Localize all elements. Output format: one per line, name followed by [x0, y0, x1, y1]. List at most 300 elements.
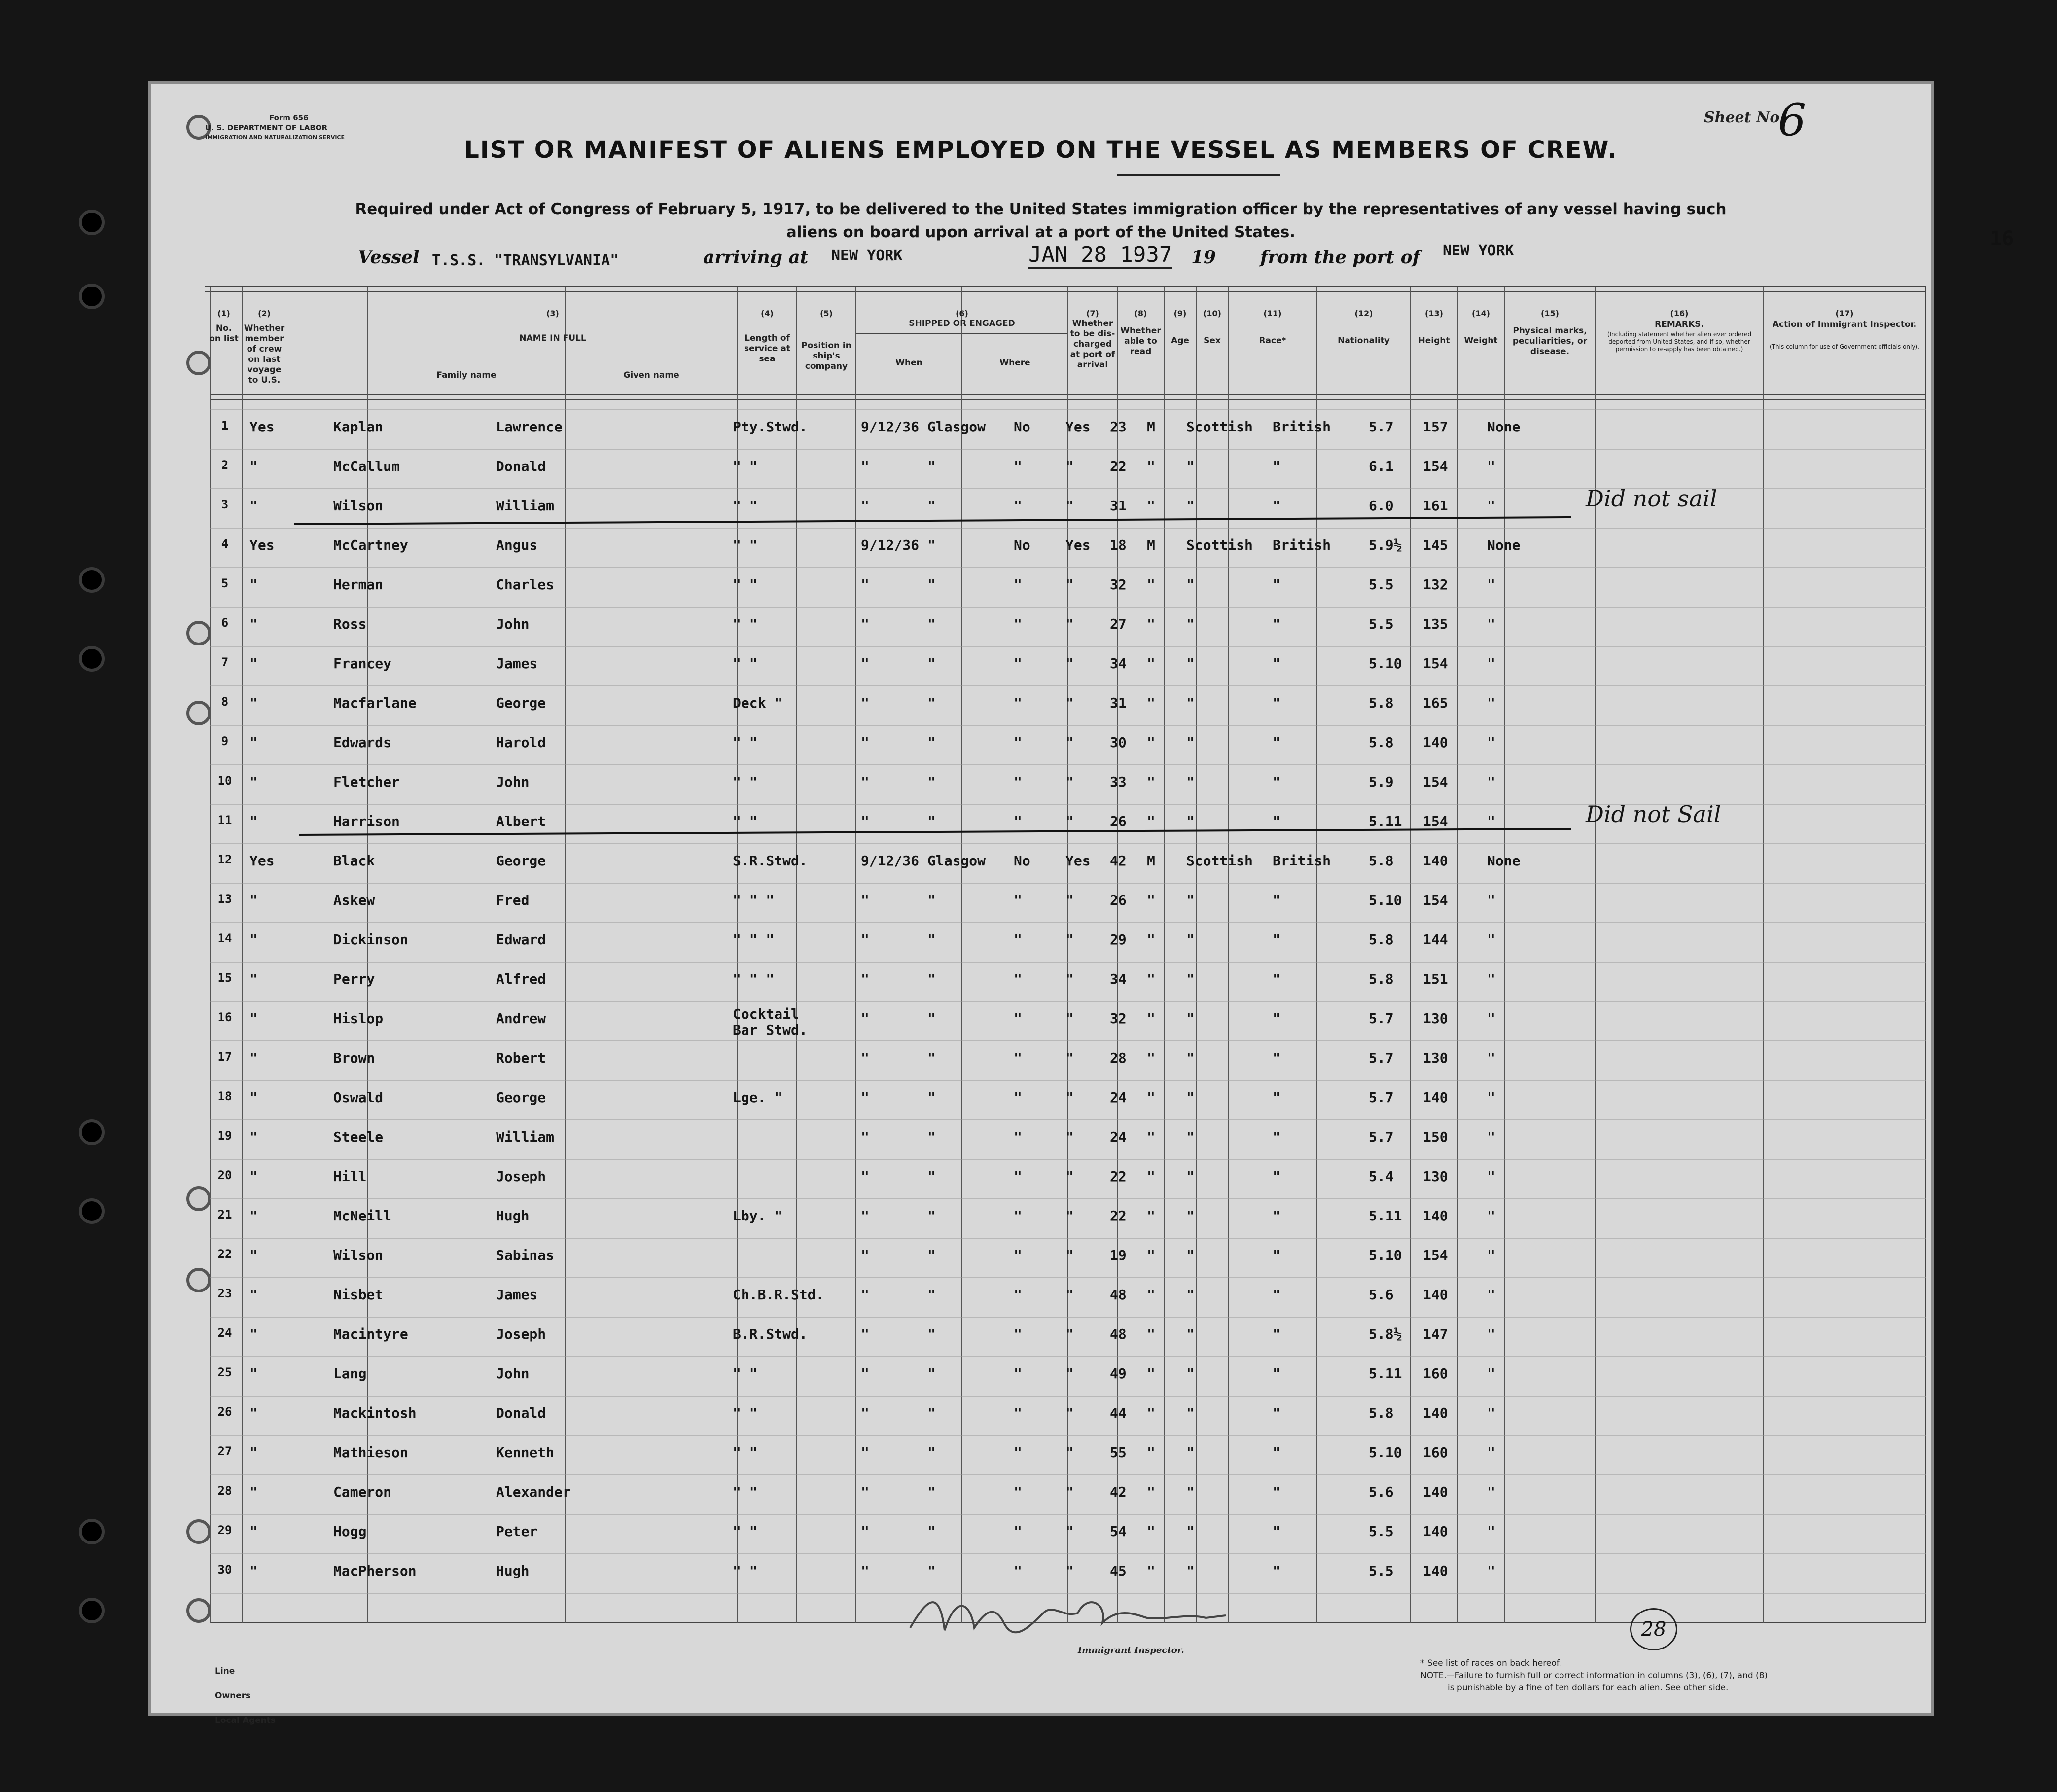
- age: 32: [1110, 576, 1127, 593]
- row-number: 21: [217, 1208, 232, 1221]
- given-name: Fred: [496, 892, 530, 908]
- column-header-height: Height: [1418, 336, 1450, 346]
- column-header-remarks: REMARKS.: [1655, 320, 1704, 329]
- height: 5.5: [1369, 1523, 1394, 1540]
- crew-status: Yes: [249, 853, 275, 869]
- race: ": [1186, 1484, 1195, 1500]
- height: 6.0: [1369, 498, 1394, 514]
- weight: 140: [1423, 1287, 1448, 1303]
- read-ability: ": [1065, 1129, 1074, 1145]
- race: ": [1186, 1287, 1195, 1303]
- discharge-status: ": [1014, 1326, 1022, 1342]
- physical-marks: ": [1487, 971, 1495, 987]
- subtitle-line1: Required under Act of Congress of February 5, 1917, to be delivered to the United States immigration officer by the representatives of any vessel having such: [355, 200, 1727, 218]
- height: 5.5: [1369, 576, 1394, 593]
- age: 24: [1110, 1129, 1127, 1145]
- family-name: Brown: [333, 1050, 375, 1066]
- column-header-read: Whether able to read: [1120, 326, 1161, 357]
- crew-status: ": [249, 498, 258, 514]
- shipped-where: ": [927, 616, 936, 632]
- shipped-when: ": [861, 1287, 869, 1303]
- row-number: 16: [217, 1010, 232, 1024]
- read-ability: ": [1065, 971, 1074, 987]
- given-name: John: [496, 774, 530, 790]
- age: 34: [1110, 655, 1127, 672]
- crew-status: ": [249, 1010, 258, 1027]
- family-name: Askew: [333, 892, 375, 908]
- read-ability: ": [1065, 892, 1074, 908]
- nationality: ": [1273, 1523, 1281, 1540]
- physical-marks: ": [1487, 1208, 1495, 1224]
- weight: 154: [1423, 813, 1448, 829]
- shipped-where: ": [927, 1168, 936, 1184]
- height: 5.7: [1369, 1010, 1394, 1027]
- nationality: ": [1273, 1484, 1281, 1500]
- position: " ": [733, 498, 758, 514]
- sex: ": [1147, 1050, 1155, 1066]
- given-name: James: [496, 655, 538, 672]
- subtitle-line2: aliens on board upon arrival at a port of the United States.: [786, 223, 1296, 241]
- physical-marks: ": [1487, 1563, 1495, 1579]
- shipped-when: ": [861, 1405, 869, 1421]
- age: 34: [1110, 971, 1127, 987]
- age: 29: [1110, 932, 1127, 948]
- given-name: William: [496, 1129, 555, 1145]
- height: 5.7: [1369, 1089, 1394, 1106]
- shipped-when: ": [861, 1484, 869, 1500]
- race: ": [1186, 1050, 1195, 1066]
- column-header-action-note: (This column for use of Government officials only).: [1770, 343, 1919, 350]
- read-ability: ": [1065, 1208, 1074, 1224]
- physical-marks: ": [1487, 1365, 1495, 1382]
- age: 42: [1110, 1484, 1127, 1500]
- sex: ": [1147, 734, 1155, 751]
- corner-number: 16: [1990, 227, 2014, 250]
- shipped-where: ": [927, 1444, 936, 1461]
- read-ability: ": [1065, 1365, 1074, 1382]
- height: 5.8: [1369, 695, 1394, 711]
- crew-status: Yes: [249, 419, 275, 435]
- physical-marks: ": [1487, 1129, 1495, 1145]
- row-number: 19: [217, 1129, 232, 1143]
- physical-marks: ": [1487, 1405, 1495, 1421]
- shipped-when: ": [861, 655, 869, 672]
- weight: 140: [1423, 1563, 1448, 1579]
- shipped-where: ": [927, 1523, 936, 1540]
- read-ability: ": [1065, 1563, 1074, 1579]
- physical-marks: ": [1487, 576, 1495, 593]
- sex: ": [1147, 1089, 1155, 1106]
- family-name: McCallum: [333, 458, 400, 474]
- sex: ": [1147, 1444, 1155, 1461]
- shipped-when: ": [861, 498, 869, 514]
- discharge-status: ": [1014, 695, 1022, 711]
- read-ability: ": [1065, 1287, 1074, 1303]
- sex: M: [1147, 537, 1155, 553]
- column-header-marks: Physical marks, peculiarities, or disease.: [1512, 326, 1588, 357]
- nationality: ": [1273, 892, 1281, 908]
- fine-note-line1: NOTE.—Failure to furnish full or correct information in columns (3), (6), (7), and (8): [1420, 1671, 1768, 1681]
- row-number: 3: [221, 498, 229, 511]
- nationality: ": [1273, 932, 1281, 948]
- height: 5.11: [1369, 1208, 1402, 1224]
- race: ": [1186, 1563, 1195, 1579]
- family-name: Black: [333, 853, 375, 869]
- shipped-where: ": [927, 1484, 936, 1500]
- row-number: 18: [217, 1089, 232, 1103]
- crew-status: ": [249, 1168, 258, 1184]
- shipped-when: ": [861, 1129, 869, 1145]
- physical-marks: ": [1487, 1444, 1495, 1461]
- weight: 140: [1423, 1484, 1448, 1500]
- race: ": [1186, 616, 1195, 632]
- weight: 154: [1423, 655, 1448, 672]
- column-header-no: No. on list: [209, 323, 239, 344]
- crew-status: ": [249, 892, 258, 908]
- shipped-where: ": [927, 1247, 936, 1263]
- crew-status: ": [249, 1247, 258, 1263]
- discharge-status: ": [1014, 1444, 1022, 1461]
- physical-marks: ": [1487, 1326, 1495, 1342]
- column-number: (7): [1086, 309, 1099, 318]
- shipped-where: ": [927, 1365, 936, 1382]
- row-number: 27: [217, 1444, 232, 1458]
- shipped-where: ": [927, 458, 936, 474]
- given-name: Peter: [496, 1523, 538, 1540]
- race: ": [1186, 813, 1195, 829]
- row-number: 24: [217, 1326, 232, 1340]
- age: 26: [1110, 892, 1127, 908]
- given-name: Alfred: [496, 971, 546, 987]
- given-name: John: [496, 616, 530, 632]
- column-header-when: When: [895, 358, 922, 368]
- height: 5.7: [1369, 1129, 1394, 1145]
- age: 18: [1110, 537, 1127, 553]
- sex: ": [1147, 695, 1155, 711]
- shipped-where: ": [927, 655, 936, 672]
- crew-status: ": [249, 1326, 258, 1342]
- shipped-where: ": [927, 932, 936, 948]
- shipped-where: ": [927, 1089, 936, 1106]
- race: ": [1186, 1247, 1195, 1263]
- family-name: Kaplan: [333, 419, 384, 435]
- physical-marks: ": [1487, 616, 1495, 632]
- vessel-name: T.S.S. "TRANSYLVANIA": [432, 252, 619, 269]
- crew-status: ": [249, 458, 258, 474]
- read-ability: ": [1065, 498, 1074, 514]
- family-name: Fletcher: [333, 774, 400, 790]
- read-ability: Yes: [1065, 419, 1091, 435]
- remarks: Did not sail: [1586, 485, 1717, 512]
- nationality: ": [1273, 1365, 1281, 1382]
- column-number: (12): [1354, 309, 1373, 318]
- column-number: (17): [1835, 309, 1854, 318]
- race: ": [1186, 1326, 1195, 1342]
- height: 5.10: [1369, 1444, 1402, 1461]
- weight: 135: [1423, 616, 1448, 632]
- sex: M: [1147, 853, 1155, 869]
- column-number: (13): [1425, 309, 1443, 318]
- physical-marks: ": [1487, 1287, 1495, 1303]
- row-number: 7: [221, 655, 229, 669]
- read-ability: Yes: [1065, 537, 1091, 553]
- binder-hole: [79, 1198, 105, 1224]
- arriving-label: arriving at: [703, 247, 809, 268]
- position: S.R.Stwd.: [733, 853, 808, 869]
- position: " " ": [733, 892, 775, 908]
- given-name: Hugh: [496, 1563, 530, 1579]
- row-number: 2: [221, 458, 229, 472]
- read-ability: ": [1065, 1326, 1074, 1342]
- height: 5.7: [1369, 1050, 1394, 1066]
- physical-marks: ": [1487, 458, 1495, 474]
- crew-status: ": [249, 1484, 258, 1500]
- weight: 140: [1423, 1405, 1448, 1421]
- shipped-when: 9/12/36: [861, 537, 920, 553]
- race: ": [1186, 655, 1195, 672]
- sex: ": [1147, 1208, 1155, 1224]
- age: 23: [1110, 419, 1127, 435]
- crew-status: ": [249, 971, 258, 987]
- position: " ": [733, 537, 758, 553]
- position: Ch.B.R.Std.: [733, 1287, 824, 1303]
- race: ": [1186, 458, 1195, 474]
- nationality: ": [1273, 971, 1281, 987]
- race: ": [1186, 1523, 1195, 1540]
- arrival-date-stamp: JAN 28 1937: [1028, 242, 1172, 269]
- read-ability: ": [1065, 616, 1074, 632]
- given-name: Joseph: [496, 1168, 546, 1184]
- weight: 132: [1423, 576, 1448, 593]
- crew-status: ": [249, 616, 258, 632]
- shipped-where: ": [927, 813, 936, 829]
- binder-hole: [79, 1519, 105, 1544]
- crew-status: ": [249, 1129, 258, 1145]
- given-name: Hugh: [496, 1208, 530, 1224]
- age: 24: [1110, 1089, 1127, 1106]
- column-header-shipped: SHIPPED OR ENGAGED: [909, 319, 1015, 328]
- given-name: Donald: [496, 458, 546, 474]
- age: 22: [1110, 1168, 1127, 1184]
- family-name: Herman: [333, 576, 384, 593]
- row-number: 10: [217, 774, 232, 788]
- height: 5.10: [1369, 1247, 1402, 1263]
- physical-marks: ": [1487, 734, 1495, 751]
- race: ": [1186, 1129, 1195, 1145]
- physical-marks: ": [1487, 892, 1495, 908]
- weight: 140: [1423, 1208, 1448, 1224]
- weight: 140: [1423, 1089, 1448, 1106]
- shipped-where: ": [927, 1287, 936, 1303]
- family-name: Perry: [333, 971, 375, 987]
- age: 44: [1110, 1405, 1127, 1421]
- shipped-where: ": [927, 734, 936, 751]
- family-name: Mackintosh: [333, 1405, 417, 1421]
- height: 5.11: [1369, 1365, 1402, 1382]
- column-header-action: Action of Immigrant Inspector.: [1772, 320, 1917, 329]
- shipped-when: ": [861, 1247, 869, 1263]
- sex: ": [1147, 813, 1155, 829]
- column-number: (1): [217, 309, 230, 318]
- sex: ": [1147, 1287, 1155, 1303]
- nationality: ": [1273, 1129, 1281, 1145]
- given-name: John: [496, 1365, 530, 1382]
- column-header-crew: Whether member of crew on last voyage to U.S.: [244, 323, 285, 385]
- weight: 151: [1423, 971, 1448, 987]
- sex: ": [1147, 576, 1155, 593]
- discharge-status: ": [1014, 498, 1022, 514]
- weight: 144: [1423, 932, 1448, 948]
- family-name: Hogg: [333, 1523, 367, 1540]
- column-number: (4): [761, 309, 774, 318]
- discharge-status: ": [1014, 892, 1022, 908]
- crew-status: ": [249, 1050, 258, 1066]
- discharge-status: No: [1014, 419, 1030, 435]
- position: " ": [733, 774, 758, 790]
- position: " ": [733, 616, 758, 632]
- row-number: 30: [217, 1563, 232, 1577]
- crew-status: ": [249, 734, 258, 751]
- from-port: NEW YORK: [1443, 242, 1514, 259]
- column-number: (14): [1472, 309, 1490, 318]
- given-name: Sabinas: [496, 1247, 555, 1263]
- discharge-status: ": [1014, 1089, 1022, 1106]
- shipped-when: 9/12/36: [861, 419, 920, 435]
- row-number: 26: [217, 1405, 232, 1419]
- row-number: 25: [217, 1365, 232, 1379]
- age: 32: [1110, 1010, 1127, 1027]
- shipped-when: ": [861, 695, 869, 711]
- weight: 130: [1423, 1010, 1448, 1027]
- sex: ": [1147, 1326, 1155, 1342]
- discharge-status: ": [1014, 1405, 1022, 1421]
- nationality: ": [1273, 655, 1281, 672]
- discharge-status: ": [1014, 1168, 1022, 1184]
- sex: ": [1147, 1129, 1155, 1145]
- nationality: ": [1273, 498, 1281, 514]
- age: 48: [1110, 1287, 1127, 1303]
- column-number: (11): [1263, 309, 1282, 318]
- weight: 154: [1423, 1247, 1448, 1263]
- race: Scottish: [1186, 853, 1253, 869]
- position: Lby. ": [733, 1208, 783, 1224]
- family-name: Macfarlane: [333, 695, 417, 711]
- physical-marks: ": [1487, 1523, 1495, 1540]
- owners-label: Owners: [215, 1691, 251, 1701]
- shipped-where: ": [927, 695, 936, 711]
- height: 5.8: [1369, 1405, 1394, 1421]
- weight: 154: [1423, 458, 1448, 474]
- shipped-where: ": [927, 1208, 936, 1224]
- position: " " ": [733, 971, 775, 987]
- shipped-when: ": [861, 813, 869, 829]
- race: ": [1186, 498, 1195, 514]
- vessel-label: Vessel: [358, 247, 420, 268]
- given-name: Alexander: [496, 1484, 571, 1500]
- column-header-weight: Weight: [1464, 336, 1498, 346]
- column-number: (5): [820, 309, 833, 318]
- sex: ": [1147, 971, 1155, 987]
- physical-marks: None: [1487, 853, 1521, 869]
- column-number: (3): [546, 309, 559, 318]
- column-header-sex: Sex: [1204, 336, 1221, 346]
- shipped-where: Glasgow: [927, 419, 986, 435]
- family-name: Wilson: [333, 1247, 384, 1263]
- nationality: ": [1273, 1326, 1281, 1342]
- race: ": [1186, 1444, 1195, 1461]
- shipped-where: ": [927, 774, 936, 790]
- sex: ": [1147, 458, 1155, 474]
- height: 5.8: [1369, 971, 1394, 987]
- discharge-status: ": [1014, 1287, 1022, 1303]
- read-ability: ": [1065, 458, 1074, 474]
- row-number: 9: [221, 734, 229, 748]
- family-name: Harrison: [333, 813, 400, 829]
- row-number: 4: [221, 537, 229, 551]
- age: 22: [1110, 1208, 1127, 1224]
- shipped-where: ": [927, 1010, 936, 1027]
- physical-marks: ": [1487, 1010, 1495, 1027]
- manifest-page: [148, 81, 2014, 1725]
- crew-status: ": [249, 1523, 258, 1540]
- crew-status: ": [249, 1563, 258, 1579]
- given-name: Edward: [496, 932, 546, 948]
- age: 45: [1110, 1563, 1127, 1579]
- physical-marks: ": [1487, 932, 1495, 948]
- discharge-status: ": [1014, 458, 1022, 474]
- discharge-status: ": [1014, 655, 1022, 672]
- weight: 160: [1423, 1444, 1448, 1461]
- crew-status: ": [249, 1444, 258, 1461]
- height: 6.1: [1369, 458, 1394, 474]
- given-name: Kenneth: [496, 1444, 555, 1461]
- weight: 165: [1423, 695, 1448, 711]
- age: 27: [1110, 616, 1127, 632]
- shipped-when: ": [861, 734, 869, 751]
- position: " ": [733, 1444, 758, 1461]
- race: Scottish: [1186, 419, 1253, 435]
- sex: ": [1147, 1484, 1155, 1500]
- physical-marks: ": [1487, 774, 1495, 790]
- from-port-label: from the port of: [1260, 247, 1420, 268]
- row-number: 12: [217, 853, 232, 866]
- shipped-when: ": [861, 971, 869, 987]
- shipped-when: ": [861, 576, 869, 593]
- race: ": [1186, 1405, 1195, 1421]
- inspector-label: Immigrant Inspector.: [1078, 1645, 1184, 1655]
- sheet-number: 6: [1778, 94, 1807, 146]
- family-name: MacPherson: [333, 1563, 417, 1579]
- sex: ": [1147, 774, 1155, 790]
- weight: 154: [1423, 892, 1448, 908]
- age: 31: [1110, 498, 1127, 514]
- height: 5.4: [1369, 1168, 1394, 1184]
- nationality: ": [1273, 576, 1281, 593]
- shipped-where: ": [927, 537, 936, 553]
- read-ability: Yes: [1065, 853, 1091, 869]
- race: ": [1186, 734, 1195, 751]
- column-number: (6): [956, 309, 968, 318]
- height: 5.10: [1369, 655, 1402, 672]
- shipped-where: ": [927, 1129, 936, 1145]
- position: Deck ": [733, 695, 783, 711]
- physical-marks: ": [1487, 1168, 1495, 1184]
- physical-marks: ": [1487, 1050, 1495, 1066]
- column-number: (2): [258, 309, 271, 318]
- read-ability: ": [1065, 932, 1074, 948]
- sex: ": [1147, 1405, 1155, 1421]
- remarks: Did not Sail: [1586, 801, 1721, 827]
